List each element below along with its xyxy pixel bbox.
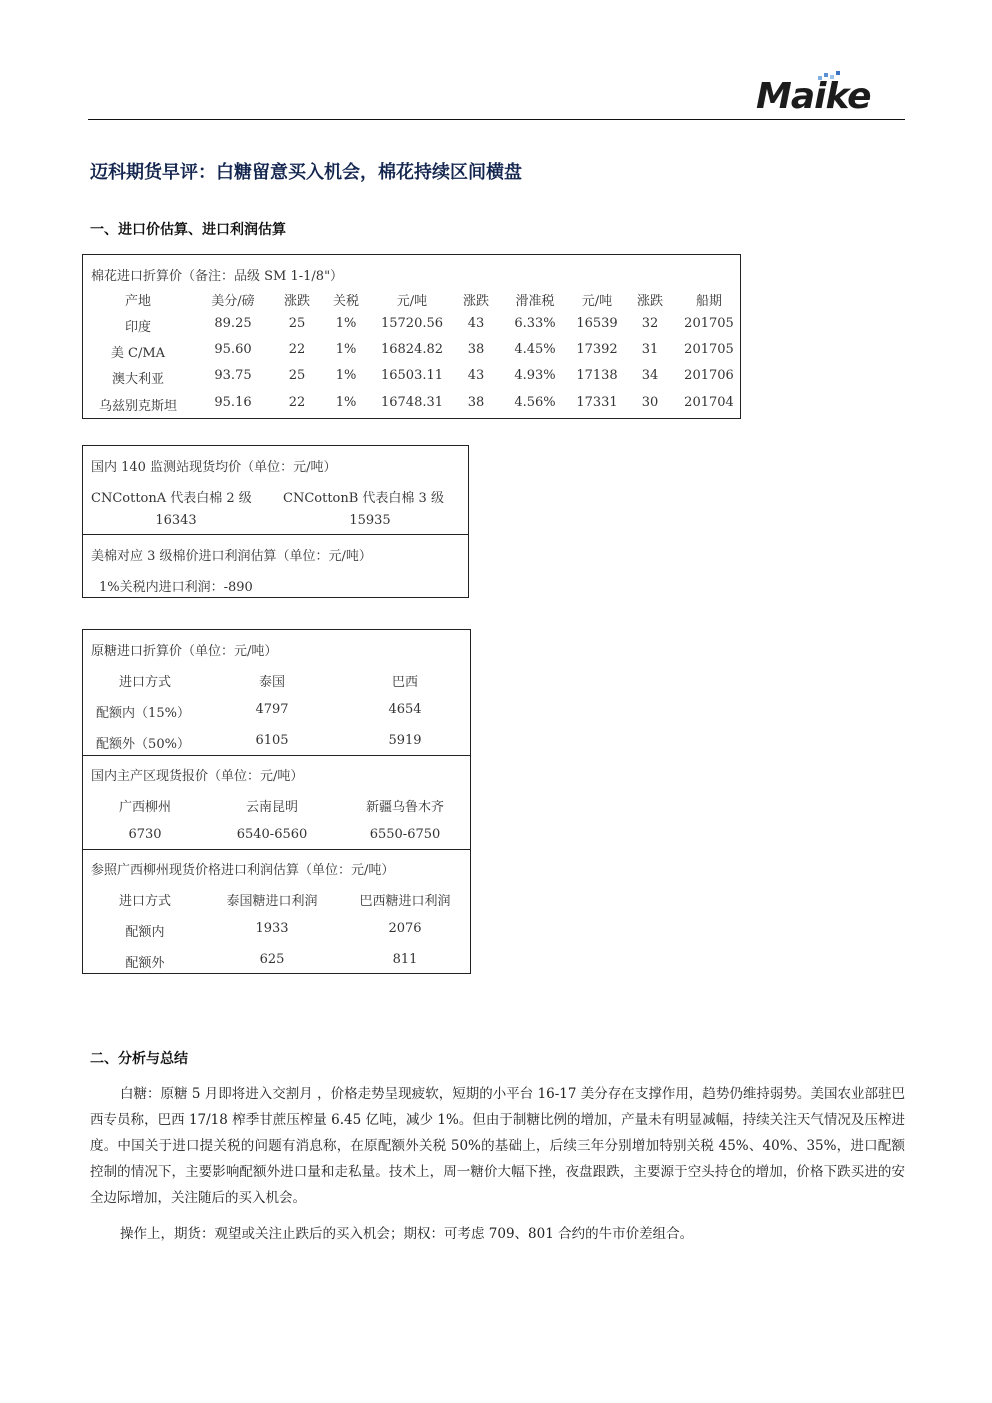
sugar-profit-header: 巴西糖进口利润 [359,894,451,909]
sugar-profit-row-label: 配额内 [125,925,165,940]
cncotton-b-value: 15935 [349,513,391,528]
cotton-import-cell: 16824.82 [380,342,444,357]
cotton-domestic-caption: 国内 140 监测站现货均价（单位：元/吨） [91,460,337,475]
cotton-import-cell: 16539 [576,316,618,331]
cotton-import-cell: 34 [641,368,659,383]
cotton-import-header: 关税 [332,294,360,309]
sugar-import-header-thailand: 泰国 [258,675,286,690]
cotton-import-cell: 201706 [684,368,734,383]
cotton-import-cell: 95.16 [214,395,252,410]
sugar-profit-cell: 2076 [388,921,422,936]
cotton-import-cell: 38 [467,395,485,410]
sugar-spot-value: 6550-6750 [369,827,441,842]
sugar-spot-value: 6540-6560 [236,827,308,842]
cotton-import-cell: 17392 [576,342,618,357]
sugar-profit-caption: 参照广西柳州现货价格进口利润估算（单位：元/吨） [91,863,395,878]
cotton-import-cell: 32 [641,316,659,331]
maike-logo [756,70,891,118]
cotton-import-cell: 201705 [684,342,734,357]
cotton-import-cell: 4.45% [514,342,556,357]
sugar-profit-row-label: 配额外 [125,956,165,971]
sugar-import-caption: 原糖进口折算价（单位：元/吨） [91,644,278,659]
cotton-import-cell: 89.25 [214,316,252,331]
sugar-table [82,629,471,974]
cncotton-a-value: 16343 [155,513,197,528]
sugar-profit-cell: 1933 [255,921,289,936]
cotton-import-cell: 43 [467,368,485,383]
cncotton-b-label: CNCottonB 代表白棉 3 级 [283,491,444,506]
cotton-import-cell: 4.56% [514,395,556,410]
sugar-import-cell: 5919 [388,733,422,748]
cotton-import-cell: 1% [335,368,357,383]
cotton-import-header: 产地 [124,294,152,309]
cotton-import-table [82,254,741,419]
cotton-import-cell: 25 [288,368,306,383]
sugar-import-row-label: 配额内（15%） [96,706,190,721]
sugar-profit-header: 泰国糖进口利润 [226,894,318,909]
cotton-import-origin: 印度 [124,320,152,335]
cotton-import-cell: 17138 [576,368,618,383]
cotton-import-cell: 25 [288,316,306,331]
sugar-spot-value: 6730 [128,827,162,842]
sugar-profit-cell: 625 [259,952,285,967]
sugar-spot-caption: 国内主产区现货报价（单位：元/吨） [91,769,304,784]
cotton-import-cell: 1% [335,395,357,410]
sugar-import-cell: 4654 [388,702,422,717]
analysis-paragraph-2 [90,1221,905,1247]
cotton-import-cell: 6.33% [514,316,556,331]
cotton-import-cell: 30 [641,395,659,410]
cotton-import-cell: 31 [641,342,659,357]
cotton-import-origin: 美 C/MA [110,346,166,361]
cotton-import-cell: 93.75 [214,368,252,383]
cotton-import-cell: 22 [288,395,306,410]
sugar-divider-2 [83,849,470,850]
analysis-paragraph-2-text: 操作上，期货：观望或关注止跌后的买入机会；期权：可考虑 709、801 合约的牛市价差组合。 [120,1226,694,1242]
analysis-paragraph-1 [90,1081,905,1211]
cotton-import-cell: 95.60 [214,342,252,357]
cotton-profit-text: 1%关税内进口利润：-890 [99,580,253,595]
sugar-import-row-label: 配额外（50%） [96,737,190,752]
sugar-spot-header: 云南昆明 [245,800,299,815]
cotton-import-cell: 1% [335,316,357,331]
cotton-import-caption: 棉花进口折算价（备注：品级 SM 1-1/8"） [91,269,344,284]
header-divider [88,119,905,120]
sugar-import-header-brazil: 巴西 [391,675,419,690]
cotton-import-cell: 201704 [684,395,734,410]
cotton-import-header: 元/吨 [396,294,428,309]
analysis-paragraph-1-text: 白糖：原糖 5 月即将进入交割月 ，价格走势呈现疲软，短期的小平台 16-17 美分存在支撑作用，趋势仍维持弱势。美国农业部驻巴西专员称，巴西 17/18 榨季甘蔗压榨量 6.45 亿吨，减少 1%。但由于制糖比例的增加，产量未有明显减幅，持续关注天气情况及压榨进度。中国关于进口提关税的问题有消息称，在原配额外关税 50%的基础上，后续三年分别增加特别关税 45%、40%、35%，进口配额控制的情况下，主要影响配额外进口量和走私量。技术上，周一糖价大幅下挫，夜盘跟跌，主要源于空头持仓的增加，价格下跌买进的安全边际增加，关注随后的买入机会。 [90,1086,905,1206]
cotton-import-cell: 16748.31 [380,395,444,410]
cotton-import-origin: 澳大利亚 [111,372,165,387]
cotton-import-header: 元/吨 [581,294,613,309]
sugar-spot-header: 广西柳州 [118,800,172,815]
cotton-import-cell: 16503.11 [380,368,444,383]
cotton-domestic-box [82,445,469,598]
cotton-import-origin: 乌兹别克斯坦 [98,399,178,414]
cotton-import-header: 涨跌 [283,294,311,309]
sugar-import-header-method: 进口方式 [118,675,172,690]
cotton-import-header: 美分/磅 [211,294,255,309]
cotton-import-header: 涨跌 [636,294,664,309]
cotton-import-header: 滑准税 [515,294,555,309]
cncotton-a-label: CNCottonA 代表白棉 2 级 [91,491,252,506]
cotton-import-cell: 43 [467,316,485,331]
sugar-profit-header: 进口方式 [118,894,172,909]
sugar-profit-cell: 811 [392,952,418,967]
cotton-import-cell: 4.93% [514,368,556,383]
cotton-import-cell: 201705 [684,316,734,331]
cotton-import-header: 涨跌 [462,294,490,309]
cotton-import-cell: 22 [288,342,306,357]
sugar-divider-1 [83,755,470,756]
sugar-spot-header: 新疆乌鲁木齐 [365,800,445,815]
cotton-import-cell: 15720.56 [380,316,444,331]
logo-text: Maike [756,76,871,117]
cotton-import-header: 船期 [695,294,723,309]
cotton-profit-caption: 美棉对应 3 级棉价进口利润估算（单位：元/吨） [91,549,372,564]
section-heading-analysis: 二、分析与总结 [90,1051,188,1067]
sugar-import-cell: 6105 [255,733,289,748]
sugar-import-cell: 4797 [255,702,289,717]
page-title: 迈科期货早评：白糖留意买入机会，棉花持续区间横盘 [90,162,522,183]
cotton-import-cell: 38 [467,342,485,357]
cotton-import-cell: 17331 [576,395,618,410]
cotton-import-cell: 1% [335,342,357,357]
section-heading-import: 一、进口价估算、进口利润估算 [90,222,286,238]
cotton-domestic-divider [83,534,468,535]
